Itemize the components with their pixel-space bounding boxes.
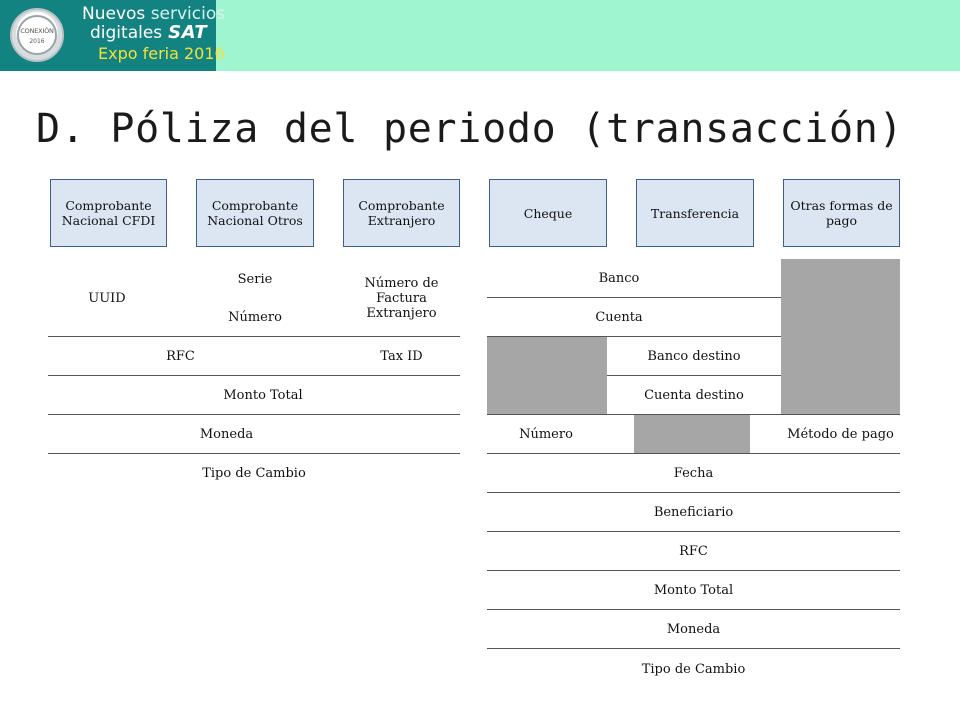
field-moneda: Moneda	[199, 426, 254, 442]
logo-line-3: Expo feria 2016	[98, 44, 225, 63]
logo-word-digitales: digitales	[90, 23, 163, 43]
not-applicable-block	[487, 337, 607, 414]
field-banco: Banco	[598, 270, 640, 286]
field-monto-total: Monto Total	[223, 387, 303, 403]
category-cheque: Cheque	[489, 179, 607, 247]
field-metodo-de-pago: Método de pago	[787, 426, 894, 442]
field-serie: Serie	[237, 271, 273, 287]
category-comprobante-extranjero: Comprobante Extranjero	[343, 179, 460, 247]
event-logo	[0, 0, 226, 71]
field-rfc: RFC	[166, 348, 195, 364]
category-comprobante-nacional-otros: Comprobante Nacional Otros	[196, 179, 314, 247]
field-banco-destino: Banco destino	[647, 348, 741, 364]
not-applicable-block	[634, 415, 750, 453]
field-beneficiario: Beneficiario	[653, 504, 734, 520]
seal-ring	[17, 15, 57, 55]
category-transferencia: Transferencia	[636, 179, 754, 247]
field-tipo-de-cambio: Tipo de Cambio	[202, 465, 306, 481]
field-uuid: UUID	[88, 290, 126, 306]
seal-text: CONEXIÓN	[20, 27, 54, 35]
field-tax-id: Tax ID	[380, 348, 423, 364]
seal-year: 2016	[29, 38, 45, 45]
field-fecha: Fecha	[673, 465, 714, 481]
field-tipo-de-cambio-pago: Tipo de Cambio	[641, 661, 746, 677]
not-applicable-block	[781, 259, 900, 415]
field-moneda-pago: Moneda	[666, 621, 721, 637]
field-monto-total-pago: Monto Total	[653, 582, 734, 598]
field-cuenta-destino: Cuenta destino	[644, 387, 744, 403]
category-comprobante-nacional-cfdi: Comprobante Nacional CFDI	[50, 179, 167, 247]
field-numero-cheque: Número	[519, 426, 573, 442]
logo-word-nuevos: Nuevos	[82, 4, 146, 24]
conexion-seal-icon	[10, 8, 64, 62]
field-numero: Número	[228, 309, 282, 325]
field-cuenta: Cuenta	[595, 309, 643, 325]
page-title: D. Póliza del periodo (transacción)	[36, 106, 904, 152]
field-rfc-beneficiario: RFC	[679, 543, 708, 559]
sat-brand: SAT	[168, 22, 208, 43]
category-otras-formas-de-pago: Otras formas de pago	[783, 179, 900, 247]
logo-line-2	[90, 22, 207, 43]
logo-word-servicios: servicios	[150, 4, 226, 24]
logo-line-1	[82, 4, 225, 24]
field-numero-factura-extranjero: Número de Factura Extranjero	[364, 275, 439, 321]
